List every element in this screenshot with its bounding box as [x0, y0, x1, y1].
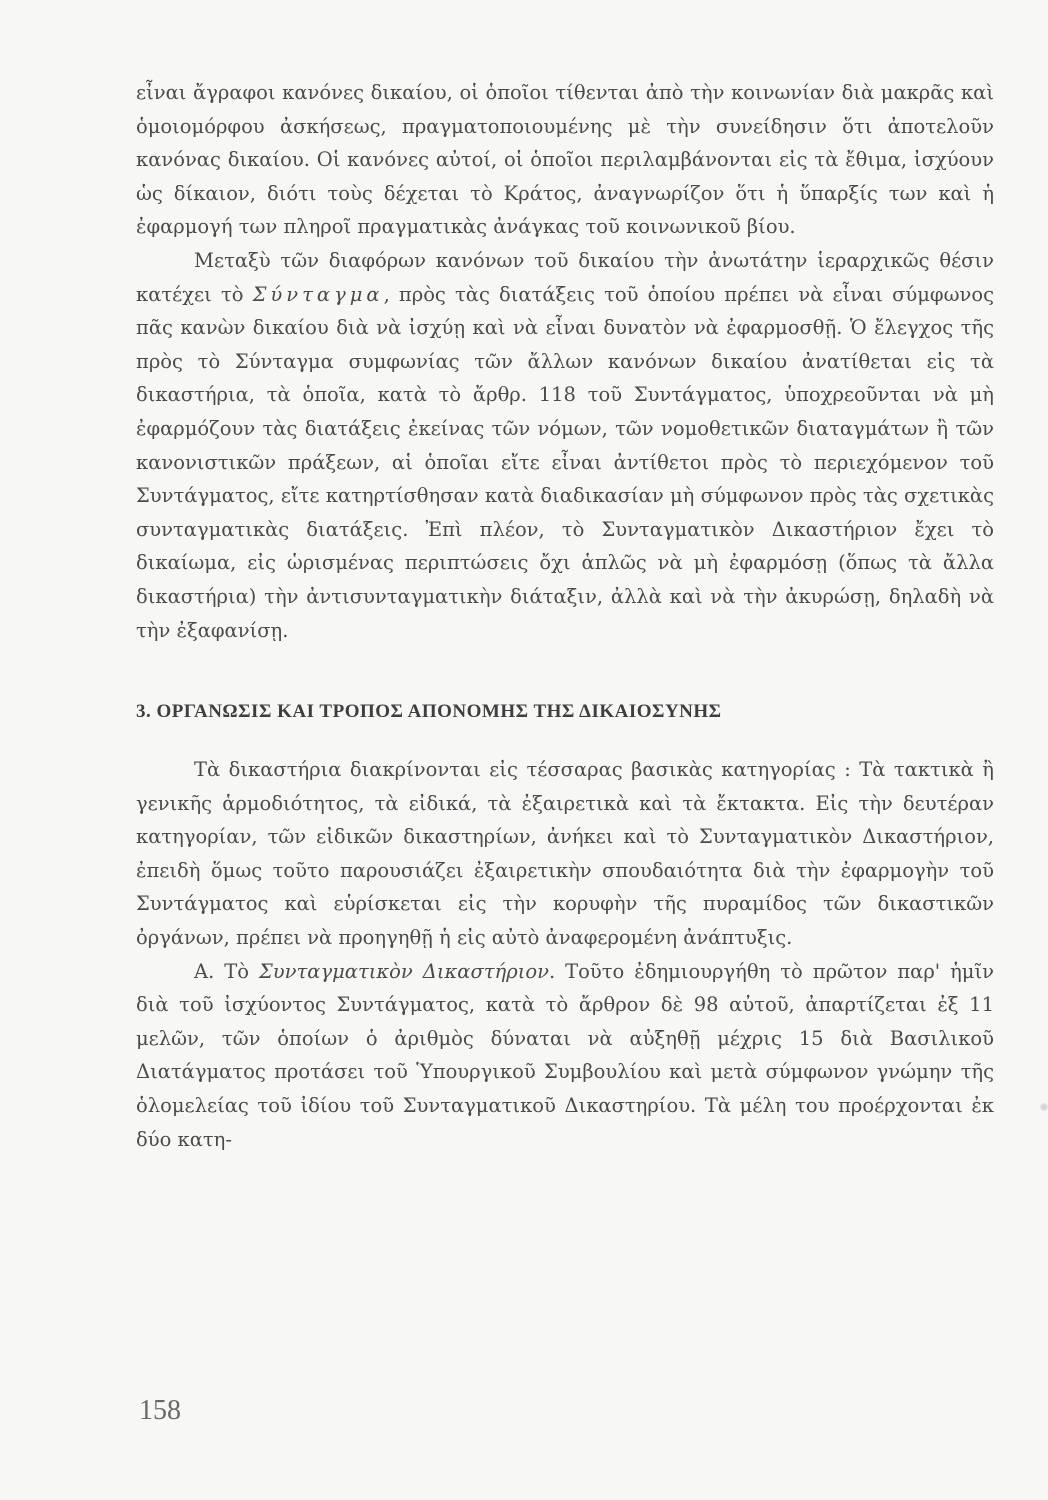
page-number: 158 — [139, 1395, 181, 1426]
paragraph-constitutional-court-text: . Τοῦτο ἐδημιουργήθη τὸ πρῶτον παρ' ἡμῖν διὰ τοῦ ἰσχύοντος Συντάγματος, κατὰ τὸ ἄρθρον δὲ 98 αὐτοῦ, ἀπαρτίζεται ἐξ 11 μελῶν, τῶν ὁποίων ὁ ἀριθμὸς δύναται νὰ αὐξηθῇ μέχρις 15 διὰ Βασιλικοῦ Διατάγματος προτάσει τοῦ Ὑπουργικοῦ Συμβουλίου καὶ μετὰ σύμφωνον γνώμην τῆς ὁλομελείας τοῦ ἰδίου τοῦ Συνταγματικοῦ Δικαστηρίου. Τὰ μέλη του προέρχονται ἐκ δύο κατη- — [136, 959, 994, 1151]
section-heading: 3. ΟΡΓΑΝΩΣΙΣ ΚΑΙ ΤΡΟΠΟΣ ΑΠΟΝΟΜΗΣ ΤΗΣ ΔΙΚΑΙΟΣΥΝΗΣ — [136, 701, 722, 723]
paragraph-court-categories: Τὰ δικαστήρια διακρίνονται εἰς τέσσαρας βασικὰς κατηγορίας : Τὰ τακτικὰ ἢ γενικῆς ἁρμοδιότητος, τὰ εἰδικά, τὰ ἐξαιρετικὰ καὶ τὰ ἔκτακτα. Εἰς τὴν δευτέραν κατηγορίαν, τῶν εἰδικῶν δικαστηρίων, ἀνήκει καὶ τὸ Συνταγματικὸν Δικαστήριον, ἐπειδὴ ὅμως τοῦτο παρουσιάζει ἐξαιρετικὴν σπουδαιότητα διὰ τὴν ἐφαρμογὴν τοῦ Συντάγματος καὶ εὑρίσκεται εἰς τὴν κορυφὴν τῆς πυραμίδος τῶν δικαστικῶν ὀργάνων, πρέπει νὰ προηγηθῇ ἡ εἰς αὐτὸ ἀναφερομένη ἀνάπτυξις. — [136, 758, 994, 950]
paragraph-constitution-text-end: , πρὸς τὰς διατάξεις τοῦ ὁποίου πρέπει νὰ εἶναι σύμφωνος πᾶς κανὼν δικαίου διὰ νὰ ἰσχύῃ καὶ νὰ εἶναι δυνατὸν νὰ ἐφαρμοσθῇ. Ὁ ἔλεγχος τῆς πρὸς τὸ Σύνταγμα συμφωνίας τῶν ἄλλων κανόνων δικαίου ἀνατίθεται εἰς τὰ δικαστήρια, τὰ ὁποῖα, κατὰ τὸ ἄρθρ. 118 τοῦ Συντάγματος, ὑποχρεοῦνται νὰ μὴ ἐφαρμόζουν τὰς διατάξεις ἐκείνας τῶν νόμων, τῶν νομοθετικῶν διαταγμάτων ἢ τῶν κανονιστικῶν πράξεων, αἱ ὁποῖαι εἴτε εἶναι ἀντίθετοι πρὸς τὸ περιεχόμενον τοῦ Συντάγματος, εἴτε κατηρτίσθησαν κατὰ διαδικασίαν μὴ σύμφωνον πρὸς τὰς σχετικὰς συνταγματικὰς διατάξεις. Ἐπὶ πλέον, τὸ Συνταγματικὸν Δικαστήριον ἔχει τὸ δικαίωμα, εἰς ὡρισμένας περιπτώσεις ὄχι ἁπλῶς νὰ μὴ ἐφαρμόσῃ (ὅπως τὰ ἄλλα δικαστήρια) τὴν ἀντισυνταγματικὴν διάταξιν, ἀλλὰ καὶ νὰ τὴν ἀκυρώσῃ, δηλαδὴ νὰ τὴν ἐξαφανίσῃ. — [136, 282, 994, 642]
scan-speck — [1040, 1103, 1048, 1111]
constitutional-court-emphasis: Συνταγματικὸν Δικαστήριον — [259, 959, 549, 983]
paragraph-constitution-text-start: Μεταξὺ τῶν διαφόρων κανόνων τοῦ δικαίου τὴν ἀνωτάτην ἱεραρχικῶς θέσιν κατέχει τὸ — [136, 248, 994, 306]
paragraph-constitutional-court — [136, 955, 994, 1157]
subsection-label: Α. Τὸ — [194, 959, 260, 983]
page-body — [136, 76, 994, 1156]
constitution-emphasis: Σύνταγμα — [252, 282, 384, 306]
paragraph-unwritten-rules: εἶναι ἄγραφοι κανόνες δικαίου, οἱ ὁποῖοι τίθενται ἀπὸ τὴν κοινωνίαν διὰ μακρᾶς καὶ ὁμοιομόρφου ἀσκήσεως, πραγματοποιουμένης μὲ τὴν συνείδησιν ὅτι ἀποτελοῦν κανόνας δικαίου. Οἱ κανόνες αὐτοί, οἱ ὁποῖοι περιλαμβάνονται εἰς τὰ ἔθιμα, ἰσχύουν ὡς δίκαιον, διότι τοὺς δέχεται τὸ Κράτος, ἀναγνωρίζον ὅτι ἡ ὕπαρξίς των καὶ ἡ ἐφαρμογή των πληροῖ πραγματικὰς ἀνάγκας τοῦ κοινωνικοῦ βίου. — [136, 81, 994, 239]
paragraph-constitution-hierarchy — [136, 244, 994, 647]
